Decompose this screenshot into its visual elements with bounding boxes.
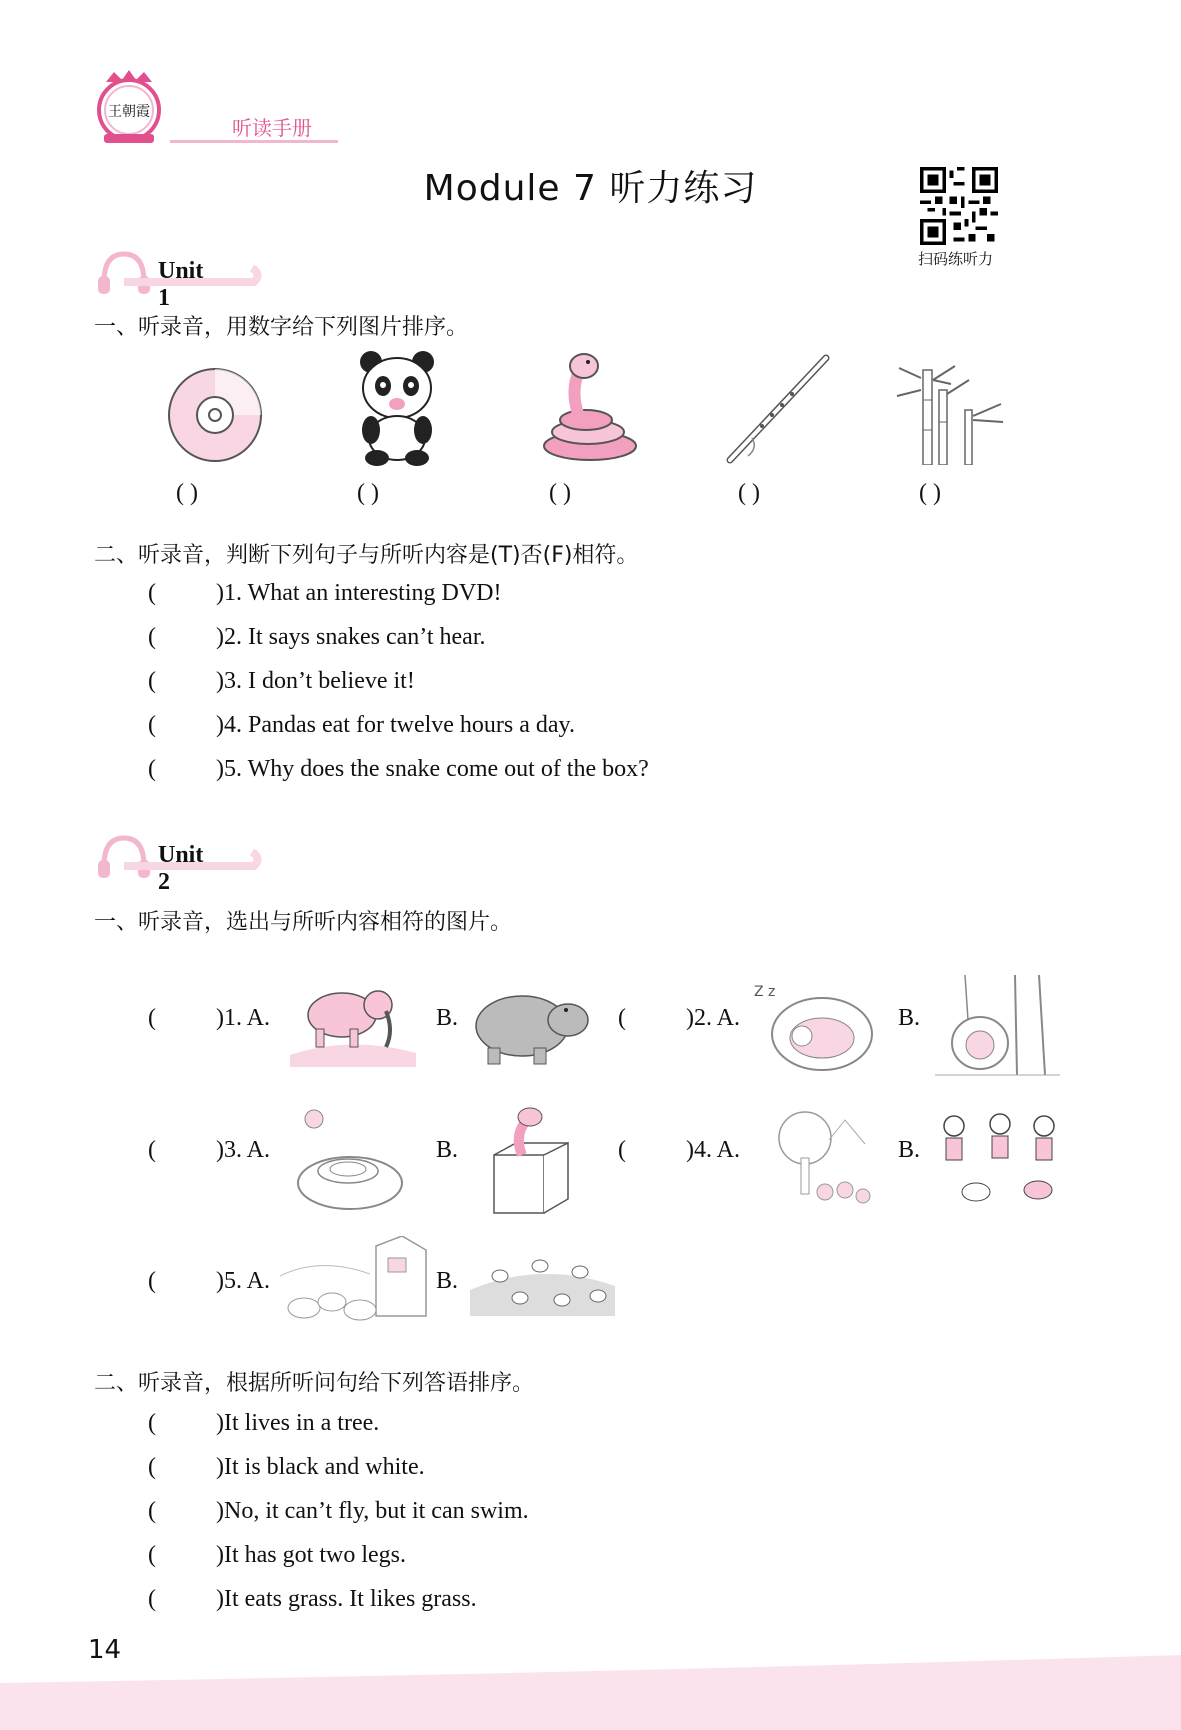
choice-label-4a: )4. A. bbox=[686, 1137, 740, 1163]
handbook-label: 听读手册 bbox=[232, 116, 312, 140]
choice-label-3a: )3. A. bbox=[216, 1137, 270, 1163]
unit2-section1-instruction: 一、听录音，选出与所听内容相符的图片。 bbox=[94, 910, 513, 935]
choice-blank-2[interactable]: ( bbox=[618, 1005, 626, 1031]
tf-statement-1: )1. What an interesting DVD! bbox=[216, 580, 502, 606]
tf-statement-4: )4. Pandas eat for twelve hours a day. bbox=[216, 712, 575, 738]
order-blank-1[interactable]: ( bbox=[148, 1410, 156, 1436]
unit1-section2-instruction: 二、听录音，判断下列句子与所听内容是(T)否(F)相符。 bbox=[94, 543, 639, 568]
tf-blank-3[interactable]: ( bbox=[148, 668, 156, 694]
sleeping-animal-icon bbox=[752, 978, 882, 1076]
page-title: Module 7 听力练习 bbox=[423, 168, 758, 209]
snake-icon bbox=[540, 348, 640, 463]
tf-blank-4[interactable]: ( bbox=[148, 712, 156, 738]
qr-code-label: 扫码练听力 bbox=[918, 250, 994, 268]
bamboo-icon bbox=[893, 360, 1013, 465]
choice-blank-4[interactable]: ( bbox=[618, 1137, 626, 1163]
hippo-icon bbox=[470, 982, 590, 1067]
choice-label-1a: )1. A. bbox=[216, 1005, 270, 1031]
tf-blank-1[interactable]: ( bbox=[148, 580, 156, 606]
tf-blank-5[interactable]: ( bbox=[148, 756, 156, 782]
order-answer-5: )It eats grass. It likes grass. bbox=[216, 1586, 477, 1612]
unit2-heading: Unit 2 bbox=[158, 842, 204, 895]
order-blank-3[interactable]: ( bbox=[148, 1498, 156, 1524]
choice-label-5b: B. bbox=[436, 1268, 459, 1294]
unit2-section2-instruction: 二、听录音，根据所听问句给下列答语排序。 bbox=[94, 1371, 535, 1396]
tf-statement-3: )3. I don’t believe it! bbox=[216, 668, 415, 694]
choice-blank-1[interactable]: ( bbox=[148, 1005, 156, 1031]
rabbits-icon bbox=[470, 1250, 615, 1316]
tf-statement-5: )5. Why does the snake come out of the box? bbox=[216, 756, 649, 782]
qr-code-icon[interactable] bbox=[920, 167, 998, 245]
children-running-icon bbox=[932, 1112, 1068, 1208]
order-blank-4[interactable]: ( bbox=[148, 1542, 156, 1568]
unit1-heading: Unit 1 bbox=[158, 258, 204, 311]
choice-label-2b: B. bbox=[898, 1005, 921, 1031]
tree-hollow-icon bbox=[935, 975, 1060, 1077]
animals-under-tree-icon bbox=[765, 1110, 875, 1205]
svg-text:王朝霞: 王朝霞 bbox=[108, 104, 150, 120]
publisher-logo bbox=[92, 66, 166, 146]
flute-icon bbox=[722, 352, 832, 467]
choice-label-1b: B. bbox=[436, 1005, 459, 1031]
answer-blank-2[interactable]: ( ) bbox=[357, 480, 379, 506]
header-divider bbox=[170, 140, 338, 143]
dvd-disc-icon bbox=[165, 365, 265, 465]
choice-label-5a: )5. A. bbox=[216, 1268, 270, 1294]
svg-text:Z z: Z z bbox=[754, 984, 776, 1000]
answer-blank-1[interactable]: ( ) bbox=[176, 480, 198, 506]
page-number: 14 bbox=[88, 1635, 122, 1665]
answer-blank-4[interactable]: ( ) bbox=[738, 480, 760, 506]
choice-blank-3[interactable]: ( bbox=[148, 1137, 156, 1163]
choice-blank-5[interactable]: ( bbox=[148, 1268, 156, 1294]
order-answer-1: )It lives in a tree. bbox=[216, 1410, 380, 1436]
snake-on-rock-icon bbox=[290, 1105, 408, 1217]
order-answer-2: )It is black and white. bbox=[216, 1454, 425, 1480]
choice-label-4b: B. bbox=[898, 1137, 921, 1163]
order-answer-3: )No, it can’t fly, but it can swim. bbox=[216, 1498, 529, 1524]
elephant-icon bbox=[290, 975, 420, 1067]
order-blank-2[interactable]: ( bbox=[148, 1454, 156, 1480]
snake-in-box-icon bbox=[486, 1105, 574, 1215]
tf-statement-2: )2. It says snakes can’t hear. bbox=[216, 624, 486, 650]
answer-blank-3[interactable]: ( ) bbox=[549, 480, 571, 506]
choice-label-2a: )2. A. bbox=[686, 1005, 740, 1031]
order-blank-5[interactable]: ( bbox=[148, 1586, 156, 1612]
farm-sheep-icon bbox=[280, 1236, 430, 1328]
tf-blank-2[interactable]: ( bbox=[148, 624, 156, 650]
order-answer-4: )It has got two legs. bbox=[216, 1542, 406, 1568]
panda-icon bbox=[355, 348, 439, 468]
answer-blank-5[interactable]: ( ) bbox=[919, 480, 941, 506]
choice-label-3b: B. bbox=[436, 1137, 459, 1163]
unit1-section1-instruction: 一、听录音，用数字给下列图片排序。 bbox=[94, 315, 469, 340]
footer-band bbox=[0, 1655, 1181, 1730]
